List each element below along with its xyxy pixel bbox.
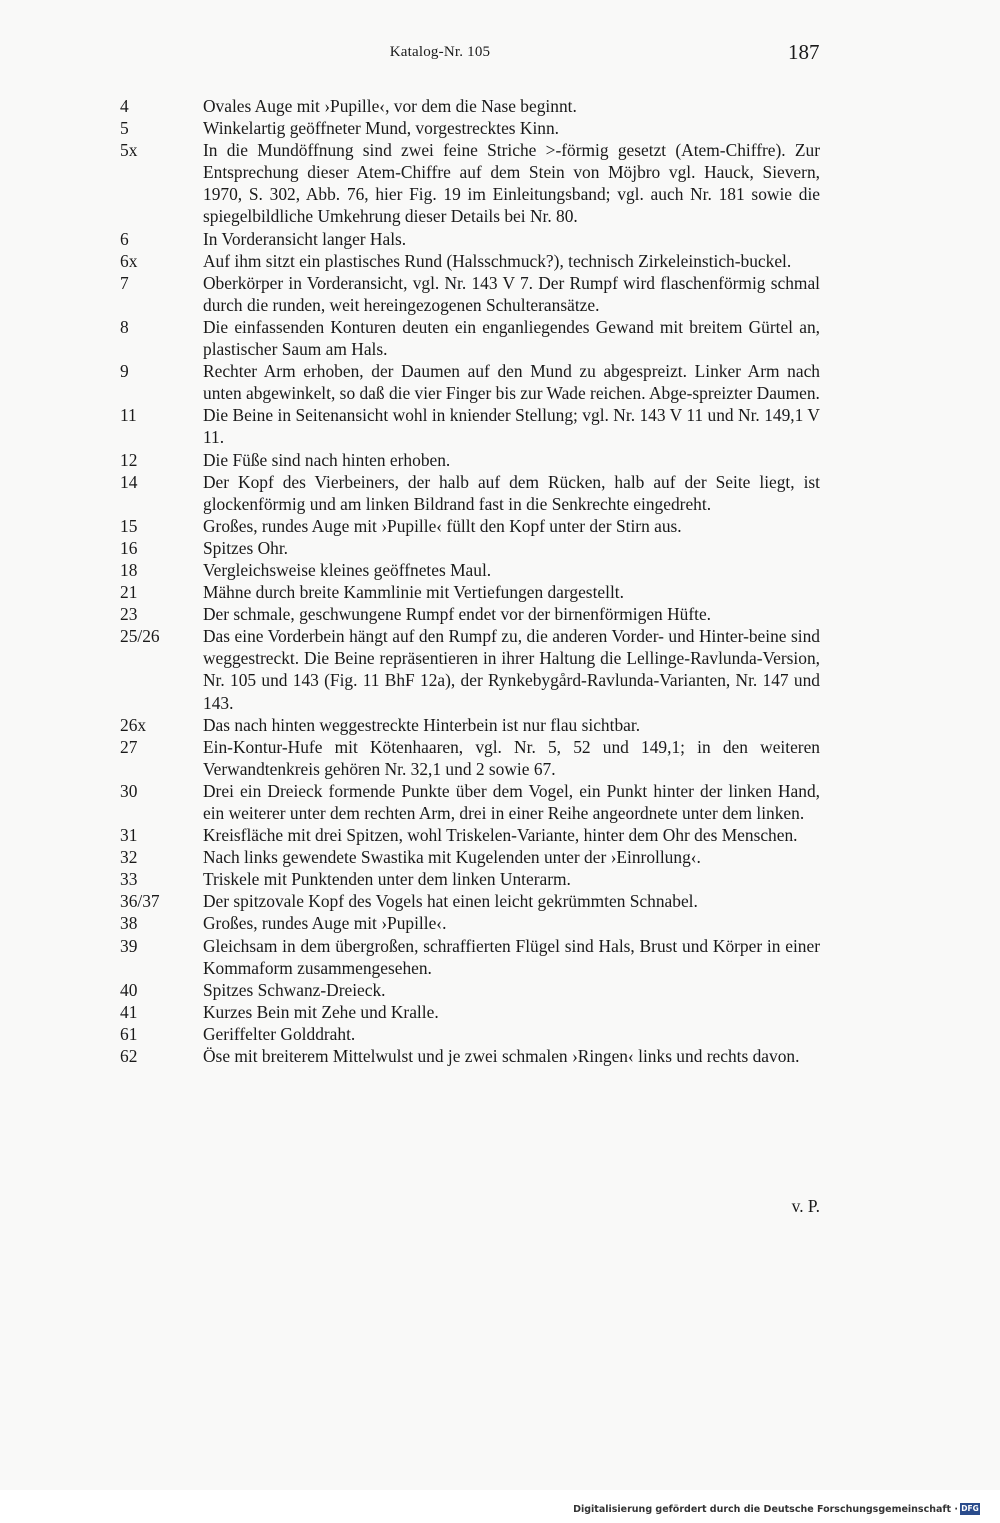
list-item — [120, 449, 820, 471]
entry-number: 38 — [120, 913, 138, 934]
entry-text: Rechter Arm erhoben, der Daumen auf den Mund zu abgespreizt. Linker Arm nach unten abgewinkelt, so daß die vier Finger bis zur Wade reichen. Abge-spreizter Daumen. — [203, 361, 820, 404]
entry-number: 9 — [120, 361, 129, 382]
funding-notice: Digitalisierung gefördert durch die Deutsche Forschungsgemeinschaft · — [573, 1504, 958, 1515]
list-item — [120, 581, 820, 603]
entry-text: Vergleichsweise kleines geöffnetes Maul. — [203, 559, 492, 580]
list-item — [120, 890, 820, 912]
list-item — [120, 603, 820, 625]
entry-text: Spitzes Schwanz-Dreieck. — [203, 979, 386, 1000]
entry-number: 26x — [120, 714, 147, 735]
list-item — [120, 404, 820, 448]
list-item — [120, 780, 820, 824]
list-item — [120, 736, 820, 780]
list-item — [120, 360, 820, 404]
entry-text: Ovales Auge mit ›Pupille‹, vor dem die Nase beginnt. — [203, 96, 577, 116]
list-item — [120, 316, 820, 360]
list-item — [120, 95, 820, 117]
catalog-entry-list — [120, 95, 820, 1067]
list-item — [120, 117, 820, 139]
dfg-logo-icon: DFG — [961, 1504, 979, 1513]
list-item — [120, 1045, 820, 1067]
entry-text: Die Füße sind nach hinten erhoben. — [203, 449, 451, 470]
entry-text: Drei ein Dreieck formende Punkte über dem Vogel, ein Punkt hinter der linken Hand, ein weiterer unter dem rechten Arm, drei in einer Reihe angeordnete unter dem linken. — [203, 780, 820, 823]
entry-text: Öse mit breiterem Mittelwulst und je zwei schmalen ›Ringen‹ links und rechts davon. — [203, 1046, 800, 1067]
entry-text: Kurzes Bein mit Zehe und Kralle. — [203, 1001, 439, 1022]
list-item — [120, 714, 820, 736]
list-item — [120, 250, 820, 272]
entry-number: 12 — [120, 449, 138, 470]
entry-number: 4 — [120, 96, 129, 116]
running-header-title: Katalog-Nr. 105 — [389, 44, 491, 60]
list-item — [120, 471, 820, 515]
list-item — [120, 846, 820, 868]
entry-text: Oberkörper in Vorderansicht, vgl. Nr. 143 V 7. Der Rumpf wird flaschenförmig schmal durch die runden, weit hereingezogenen Schulteransätze. — [203, 272, 820, 315]
list-item — [120, 559, 820, 581]
entry-text: In Vorderansicht langer Hals. — [203, 228, 407, 249]
entry-text: Großes, rundes Auge mit ›Pupille‹. — [203, 913, 447, 934]
list-item — [120, 868, 820, 890]
entry-text: Der schmale, geschwungene Rumpf endet vor der birnenförmigen Hüfte. — [203, 604, 712, 625]
entry-text: Das eine Vorderbein hängt auf den Rumpf zu, die anderen Vorder- und Hinter-beine sind weggestreckt. Die Beine repräsentieren in ihrer Haltung die Lellinge-Ravlunda-Version, Nr. 105 und 143 (Fig. 11 BhF 12a), der Rynkebygård-Ravlunda-Varianten, Nr. 147 und 143. — [203, 626, 820, 713]
list-item — [120, 935, 820, 979]
entry-text: Geriffelter Golddraht. — [203, 1023, 356, 1044]
list-item — [120, 1023, 820, 1045]
footer-bar — [0, 1490, 1000, 1523]
entry-number: 61 — [120, 1023, 138, 1044]
entry-number: 41 — [120, 1001, 138, 1022]
entry-number: 33 — [120, 869, 138, 890]
entry-number: 6x — [120, 250, 138, 271]
list-item — [120, 139, 820, 227]
list-item — [120, 515, 820, 537]
entry-text: Die Beine in Seitenansicht wohl in kniender Stellung; vgl. Nr. 143 V 11 und Nr. 149,1 V 11. — [203, 405, 820, 448]
entry-number: 39 — [120, 935, 138, 956]
list-item — [120, 824, 820, 846]
entry-number: 5 — [120, 118, 129, 139]
list-item — [120, 625, 820, 713]
list-item — [120, 272, 820, 316]
entry-text: Nach links gewendete Swastika mit Kugelenden unter der ›Einrollung‹. — [203, 847, 701, 868]
entry-number: 8 — [120, 316, 129, 337]
entry-text: Kreisfläche mit drei Spitzen, wohl Triskelen-Variante, hinter dem Ohr des Menschen. — [203, 825, 798, 846]
entry-number: 36/37 — [120, 891, 160, 912]
author-signature: v. P. — [791, 1196, 820, 1216]
entry-number: 27 — [120, 736, 138, 757]
entry-number: 18 — [120, 559, 138, 580]
entry-number: 16 — [120, 537, 138, 558]
list-item — [120, 537, 820, 559]
entry-text: Ein-Kontur-Hufe mit Kötenhaaren, vgl. Nr. 5, 52 und 149,1; in den weiteren Verwandtenkreis gehören Nr. 32,1 und 2 sowie 67. — [203, 736, 820, 779]
entry-text: In die Mundöffnung sind zwei feine Striche >-förmig gesetzt (Atem-Chiffre). Zur Entsprechung dieser Atem-Chiffre auf dem Stein von Möjbro vgl. Hauck, Sievern, 1970, S. 302, Abb. 76, hier Fig. 19 im Einleitungsband; vgl. auch Nr. 181 sowie die spiegelbildliche Umkehrung dieser Details bei Nr. 80. — [203, 140, 820, 227]
list-item — [120, 1001, 820, 1023]
page-number: 187 — [788, 40, 820, 64]
entry-number: 14 — [120, 471, 138, 492]
entry-number: 7 — [120, 272, 129, 293]
entry-number: 40 — [120, 979, 138, 1000]
entry-text: Auf ihm sitzt ein plastisches Rund (Halsschmuck?), technisch Zirkeleinstich-buckel. — [203, 250, 792, 271]
entry-number: 30 — [120, 780, 138, 801]
entry-number: 31 — [120, 825, 138, 846]
entry-text: Triskele mit Punktenden unter dem linken Unterarm. — [203, 869, 571, 890]
list-item — [120, 979, 820, 1001]
entry-text: Gleichsam in dem übergroßen, schraffierten Flügel sind Hals, Brust und Körper in einer Kommaform zusammengesehen. — [203, 935, 820, 978]
entry-text: Der Kopf des Vierbeiners, der halb auf dem Rücken, halb auf der Seite liegt, ist glockenförmig und am linken Bildrand fast in die Senkrechte eingedreht. — [203, 471, 820, 514]
entry-number: 6 — [120, 228, 129, 249]
entry-number: 5x — [120, 140, 138, 161]
entry-number: 21 — [120, 582, 138, 603]
list-item — [120, 912, 820, 934]
entry-text: Das nach hinten weggestreckte Hinterbein ist nur flau sichtbar. — [203, 714, 641, 735]
entry-number: 23 — [120, 604, 138, 625]
entry-text: Spitzes Ohr. — [203, 537, 289, 558]
entry-text: Die einfassenden Konturen deuten ein enganliegendes Gewand mit breitem Gürtel an, plastischer Saum am Hals. — [203, 316, 820, 360]
entry-number: 32 — [120, 847, 138, 868]
entry-text: Großes, rundes Auge mit ›Pupille‹ füllt den Kopf unter der Stirn aus. — [203, 515, 682, 536]
entry-number: 11 — [120, 405, 137, 426]
entry-text: Mähne durch breite Kammlinie mit Vertiefungen dargestellt. — [203, 582, 624, 603]
entry-number: 25/26 — [120, 626, 160, 647]
list-item — [120, 228, 820, 250]
entry-number: 62 — [120, 1046, 138, 1067]
entry-text: Winkelartig geöffneter Mund, vorgestrecktes Kinn. — [203, 118, 560, 139]
entry-text: Der spitzovale Kopf des Vogels hat einen leicht gekrümmten Schnabel. — [203, 891, 698, 912]
entry-number: 15 — [120, 515, 138, 536]
